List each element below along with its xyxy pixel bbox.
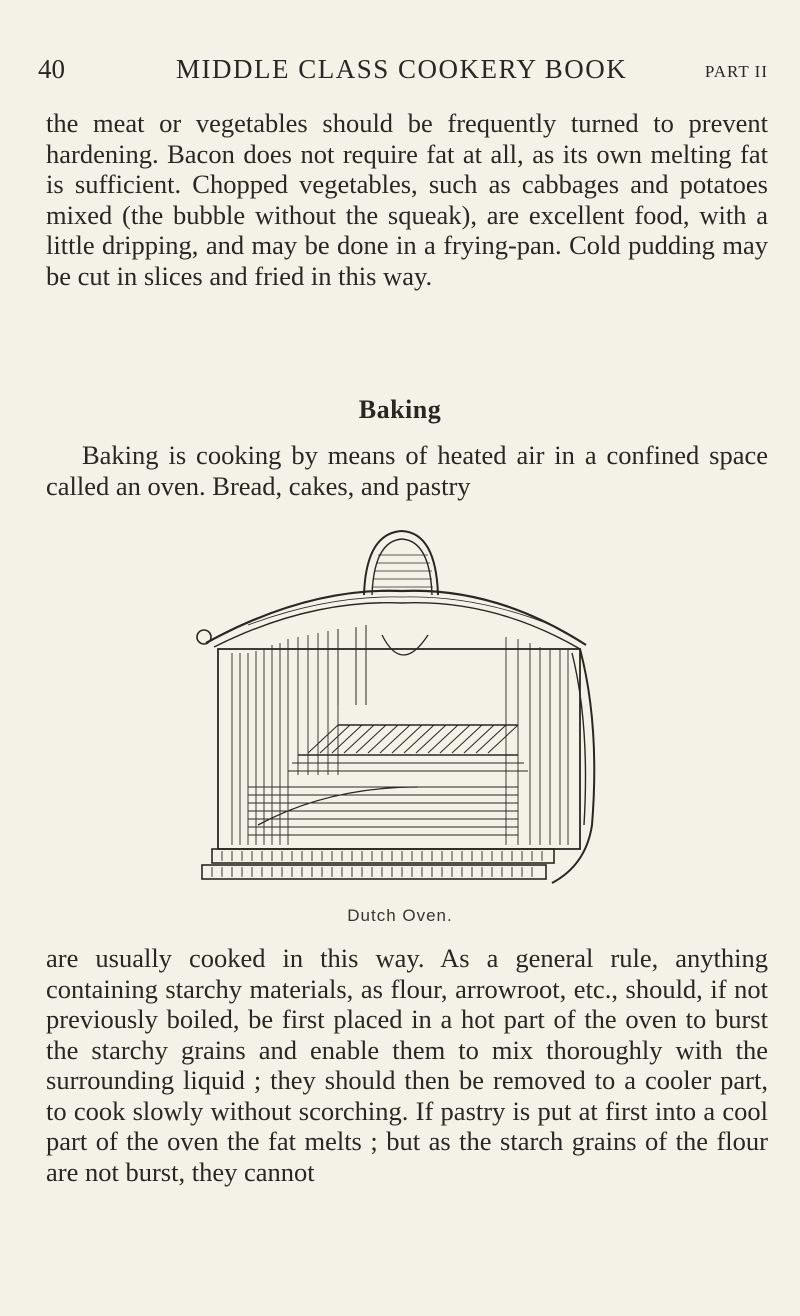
paragraph-frying-end: the meat or vegetables should be frequently turned to prevent hardening. Bacon does not require fat at all, as its own melting fat is sufficient. Chopped vegetables, such as cabbages and potatoes mixed (the bubble without the squeak), are excellent food, with a little dripping, and may be done in a frying-pan. Cold pudding may be cut in slices and fried in this way. [46, 108, 768, 291]
figure-caption: Dutch Oven. [347, 906, 453, 925]
paragraph-baking-intro: Baking is cooking by means of heated air in a confined space called an oven. Bread, cakes, and pastry [46, 440, 768, 501]
paragraph-baking-continued: are usually cooked in this way. As a general rule, anything containing starchy materials, as flour, arrowroot, etc., should, if not previously boiled, be first placed in a hot part of the oven to burst the starchy grains and enable them to mix thoroughly with the surrounding liquid ; they should then be removed to a cooler part, to cook slowly without scorching. If pastry is put at first into a cool part of the oven the fat melts ; but as the starch grains of the flour are not burst, they cannot [46, 943, 768, 1187]
dutch-oven-illustration [188, 525, 608, 897]
running-title: MIDDLE CLASS COOKERY BOOK [176, 54, 628, 84]
section-heading-baking: Baking [358, 395, 442, 424]
page-header [38, 48, 768, 88]
page-number: 40 [38, 54, 65, 84]
part-label: PART II [704, 62, 768, 81]
